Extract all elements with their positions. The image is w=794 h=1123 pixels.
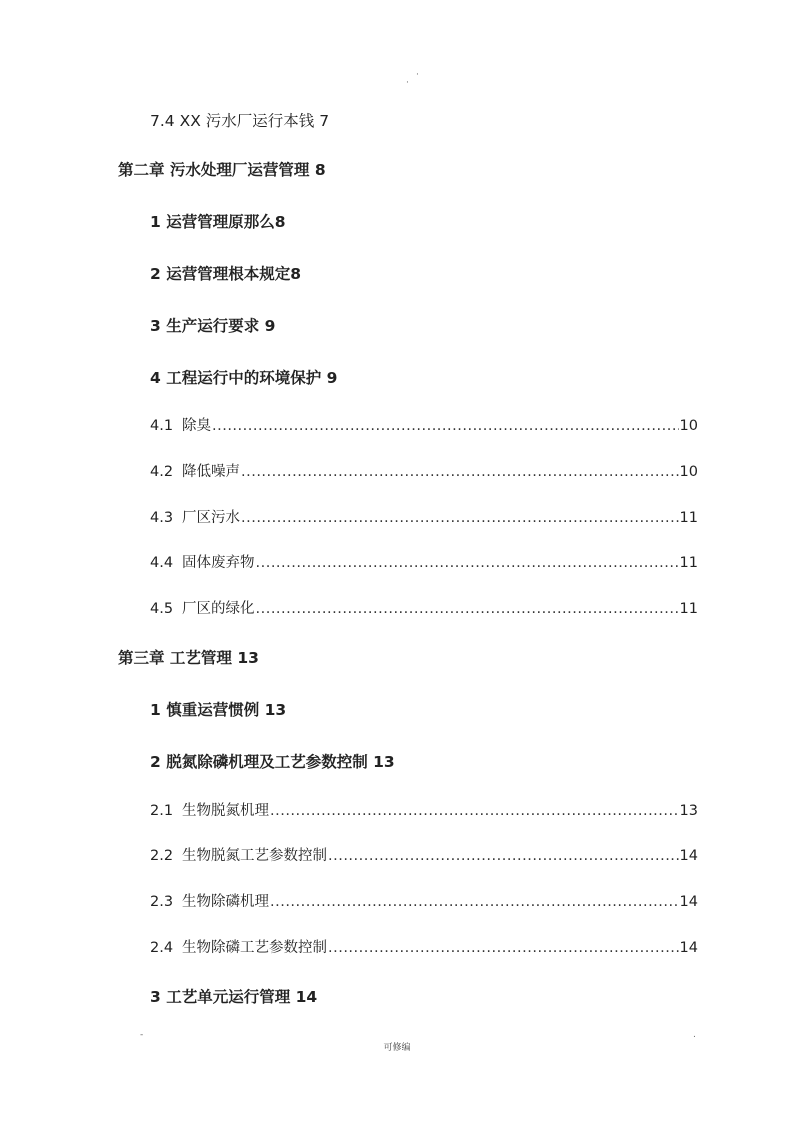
toc-number: 第三章 — [118, 649, 165, 667]
toc-number: 3 — [150, 988, 161, 1006]
toc-number: 4.4 — [150, 555, 174, 571]
toc-title: 工程运行中的环境保护 — [166, 369, 322, 387]
toc-leader — [256, 555, 679, 571]
toc-title: 厂区的绿化 — [182, 601, 255, 617]
toc-subsection[interactable] — [150, 506, 698, 527]
toc-section[interactable] — [150, 366, 337, 388]
toc-title: 生物脱氮机理 — [182, 803, 269, 819]
toc-number: 2.1 — [150, 803, 174, 819]
toc-title: 生物除磷工艺参数控制 — [182, 940, 327, 956]
toc-page: 13 — [237, 649, 259, 667]
toc-subsection[interactable] — [150, 597, 698, 618]
toc-section[interactable] — [150, 314, 275, 336]
toc-subsection[interactable] — [150, 844, 698, 865]
toc-page: 10 — [679, 418, 698, 434]
toc-page: 14 — [679, 848, 698, 864]
toc-title: 运营管理根本规定 — [166, 265, 291, 283]
toc-title: 厂区污水 — [182, 510, 240, 526]
toc-leader — [270, 803, 679, 819]
toc-section[interactable] — [150, 210, 286, 232]
toc-page: 11 — [679, 555, 698, 571]
toc-leader — [328, 940, 679, 956]
toc-leader — [256, 601, 679, 617]
toc-title: 降低噪声 — [182, 464, 240, 480]
toc-subsection[interactable] — [150, 460, 698, 481]
toc-page: 8 — [274, 213, 286, 231]
toc-number: 1 — [150, 701, 161, 719]
toc-subsection[interactable] — [150, 414, 698, 435]
toc-leader — [241, 510, 679, 526]
toc-number: 4 — [150, 369, 161, 387]
toc-leader — [328, 848, 679, 864]
toc-section[interactable] — [150, 985, 317, 1007]
toc-leader — [212, 418, 679, 434]
toc-number: 4.3 — [150, 510, 174, 526]
toc-subsection[interactable] — [150, 799, 698, 820]
corner-mark: . — [693, 1030, 696, 1040]
toc-number: 3 — [150, 317, 161, 335]
toc-title: 工艺管理 — [169, 649, 232, 667]
toc-page: 11 — [679, 601, 698, 617]
toc-title: 固体废弃物 — [182, 555, 255, 571]
toc-page: 10 — [679, 464, 698, 480]
toc-title: XX 污水厂运行本钱 — [179, 112, 315, 130]
toc-number: 4.1 — [150, 418, 174, 434]
toc-page: 14 — [295, 988, 318, 1006]
toc-title: 生产运行要求 — [166, 317, 260, 335]
toc-number: 1 — [150, 213, 161, 231]
toc-page: 9 — [326, 369, 338, 387]
toc-number: 2 — [150, 265, 161, 283]
toc-number: 4.5 — [150, 601, 174, 617]
toc-subsection[interactable] — [150, 551, 698, 572]
toc-title: 污水处理厂运营管理 — [169, 161, 310, 179]
toc-title: 生物除磷机理 — [182, 894, 269, 910]
toc-subsection[interactable] — [150, 936, 698, 957]
toc-title: 运营管理原那么 — [166, 213, 275, 231]
toc-leader — [270, 894, 679, 910]
toc-subsection[interactable] — [150, 890, 698, 911]
toc-entry[interactable] — [150, 109, 329, 131]
toc-section[interactable] — [150, 698, 286, 720]
toc-leader — [241, 464, 679, 480]
toc-title: 慎重运营惯例 — [166, 701, 260, 719]
toc-page: 13 — [679, 803, 698, 819]
toc-section[interactable] — [150, 262, 301, 284]
toc-section[interactable] — [150, 750, 395, 772]
toc-number: 2 — [150, 753, 161, 771]
toc-number: 4.2 — [150, 464, 174, 480]
toc-number: 第二章 — [118, 161, 165, 179]
corner-mark: - — [140, 1030, 144, 1040]
toc-page: 7 — [319, 112, 330, 130]
toc-title: 生物脱氮工艺参数控制 — [182, 848, 327, 864]
toc-number: 7.4 — [150, 112, 175, 130]
corner-mark: · — [406, 78, 409, 88]
toc-page: 14 — [679, 940, 698, 956]
toc-title: 脱氮除磷机理及工艺参数控制 — [166, 753, 368, 771]
toc-page: 14 — [679, 894, 698, 910]
toc-page: 13 — [264, 701, 287, 719]
toc-chapter[interactable] — [118, 646, 259, 668]
page-footer: 可修编 — [383, 1043, 411, 1053]
toc-title: 工艺单元运行管理 — [166, 988, 291, 1006]
toc-chapter[interactable] — [118, 158, 326, 180]
toc-title: 除臭 — [182, 418, 211, 434]
toc-page: 9 — [264, 317, 276, 335]
toc-number: 2.4 — [150, 940, 174, 956]
toc-number: 2.3 — [150, 894, 174, 910]
corner-mark: · — [416, 70, 419, 80]
toc-page: 8 — [290, 265, 302, 283]
toc-number: 2.2 — [150, 848, 174, 864]
toc-page: 13 — [373, 753, 395, 771]
toc-page: 11 — [679, 510, 698, 526]
toc-page: 8 — [314, 161, 326, 179]
